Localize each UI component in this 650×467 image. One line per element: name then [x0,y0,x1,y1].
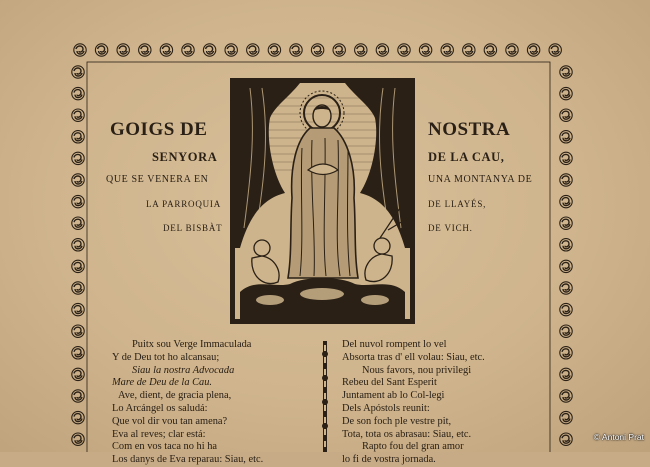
virgin-woodcut-image [230,78,415,324]
verse-line: Dels Apóstols reunit: [342,402,430,414]
title-left-line5: DEL BISBÀT [163,223,223,233]
verses-left-column [112,339,312,467]
title-right-line2: DE LA CAU, [428,150,505,164]
verse-line: Juntament ab lo Col-legi [342,390,445,402]
verse-line: lo fi de vostra jornada. [342,454,436,466]
verses-right-column [342,339,542,467]
verse-line: Siau la nostra Advocada [132,364,235,376]
verse-line: Tota, tota os abrasau: Siau, etc. [342,428,472,440]
title-left-line3: QUE SE VENERA EN [106,174,209,185]
verse-line: Rebeu del Sant Esperit [342,377,437,389]
verse-line: Mare de Deu de la Cau. [112,377,213,389]
title-left-line1: GOIGS DE [110,119,208,140]
verse-line: Absorta tras d' ell volau: Siau, etc. [342,351,485,363]
verse-line: Que vol dir vou tan amena? [112,415,228,427]
verse-line: Eva al reves; clar está: [112,428,206,440]
verse-line: Rapto fou del gran amor [362,441,464,453]
title-right-line3: UNA MONTANYA DE [428,174,533,185]
verse-line: Nous favors, nou privilegi [362,364,472,376]
verse-line: Com en vos taca no hi ha [112,441,218,453]
verse-line: Los danys de Eva reparau: Siau, etc. [112,454,264,466]
title-right-line5: DE VICH. [428,223,473,233]
verse-line: Lo Arcángel os saludá: [112,402,208,414]
title-right-line4: DE LLAYÉS, [428,199,487,209]
verse-line: Y de Deu tot ho alcansau; [112,351,220,363]
column-divider-ornament [318,341,332,452]
title-left-line4: LA PARROQUIA [146,199,222,209]
verse-line: Ave, dient, de gracia plena, [118,390,232,402]
verse-line: Puitx sou Verge Immaculada [132,339,252,350]
title-right-line1: NOSTRA [428,119,511,140]
verse-line: Del nuvol rompent lo vel [342,339,447,350]
photo-credit: © Antoni Prat [593,432,644,442]
verse-line: De son foch ple vestre pit, [342,415,452,427]
title-left-line2: SENYORA [152,150,218,164]
